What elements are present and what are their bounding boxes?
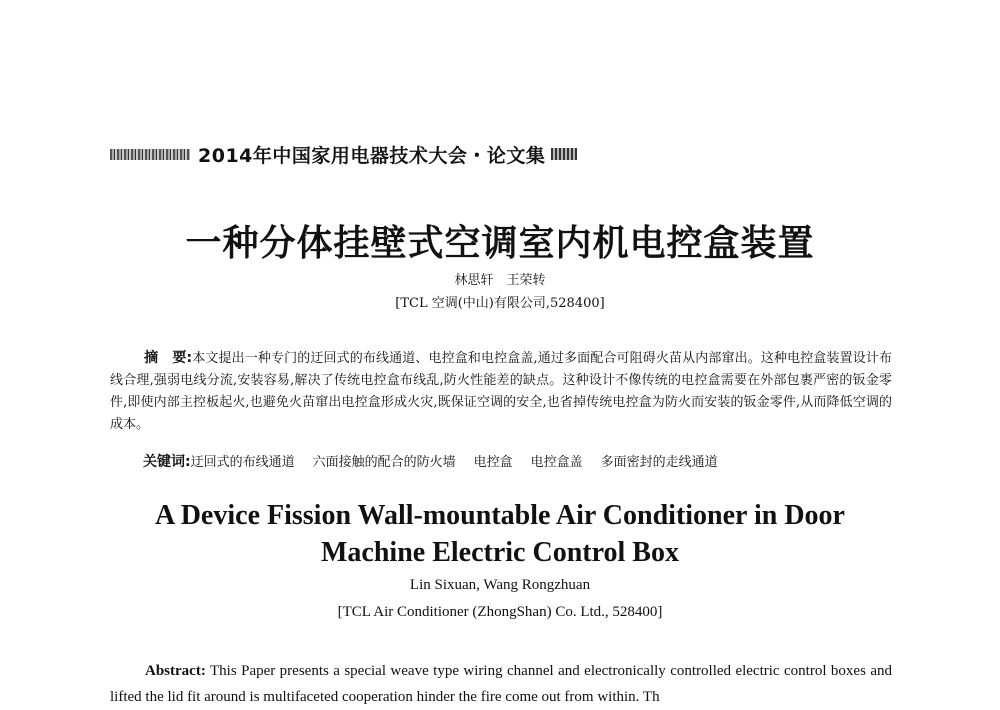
conference-title: 2014年中国家用电器技术大会・论文集	[198, 144, 546, 167]
english-paper-title	[0, 497, 1000, 571]
english-abstract	[110, 658, 892, 710]
chinese-keywords	[143, 451, 736, 471]
chinese-affiliation: [TCL 空调(中山)有限公司,528400]	[395, 296, 605, 311]
header-right-ornament	[551, 148, 577, 160]
english-authors: Lin Sixuan, Wang Rongzhuan	[409, 577, 591, 593]
conference-header	[110, 141, 577, 167]
header-left-ornament	[110, 149, 190, 160]
english-abstract-label: Abstract:	[145, 663, 206, 679]
keyword: 六面接触的配合的防火墙	[312, 455, 456, 470]
chinese-abstract	[110, 347, 892, 436]
chinese-abstract-text: 本文提出一种专门的迂回式的布线通道、电控盒和电控盒盖,通过多面配合可阻碍火苗从内部窜出。这种电控盒装置设计布线合理,强弱电线分流,安装容易,解决了传统电控盒布线乱,防火性能差的缺点。这种设计不像传统的电控盒需要在外部包裹严密的钣金零件,即使内部主控板起火,也避免火苗窜出电控盒形成火灾,既保证空调的安全,也省掉传统电控盒为防火而安装的钣金零件,从而降低空调的成本。	[110, 351, 892, 432]
english-affiliation: [TCL Air Conditioner (ZhongShan) Co. Ltd., 528400]	[337, 604, 663, 620]
keywords-label: 关键词:	[143, 454, 191, 470]
keyword: 迂回式的布线通道	[190, 455, 295, 470]
chinese-paper-title: 一种分体挂壁式空调室内机电控盒装置	[185, 222, 815, 264]
english-title-line-1: A Device Fission Wall-mountable Air Conditioner in Door	[155, 500, 845, 531]
chinese-authors: 林思轩 王荣转	[454, 273, 546, 288]
keyword: 多面密封的走线通道	[600, 455, 718, 470]
english-abstract-text: This Paper presents a special weave type wiring channel and electronically controlled electric control boxes and lifted the lid fit around is multifaceted cooperation hinder the fire come out from within. Th	[110, 663, 893, 705]
keyword: 电控盒盖	[530, 455, 583, 470]
english-title-line-2: Machine Electric Control Box	[321, 537, 679, 568]
keyword: 电控盒	[473, 455, 513, 470]
chinese-abstract-label: 摘 要:	[144, 350, 193, 366]
